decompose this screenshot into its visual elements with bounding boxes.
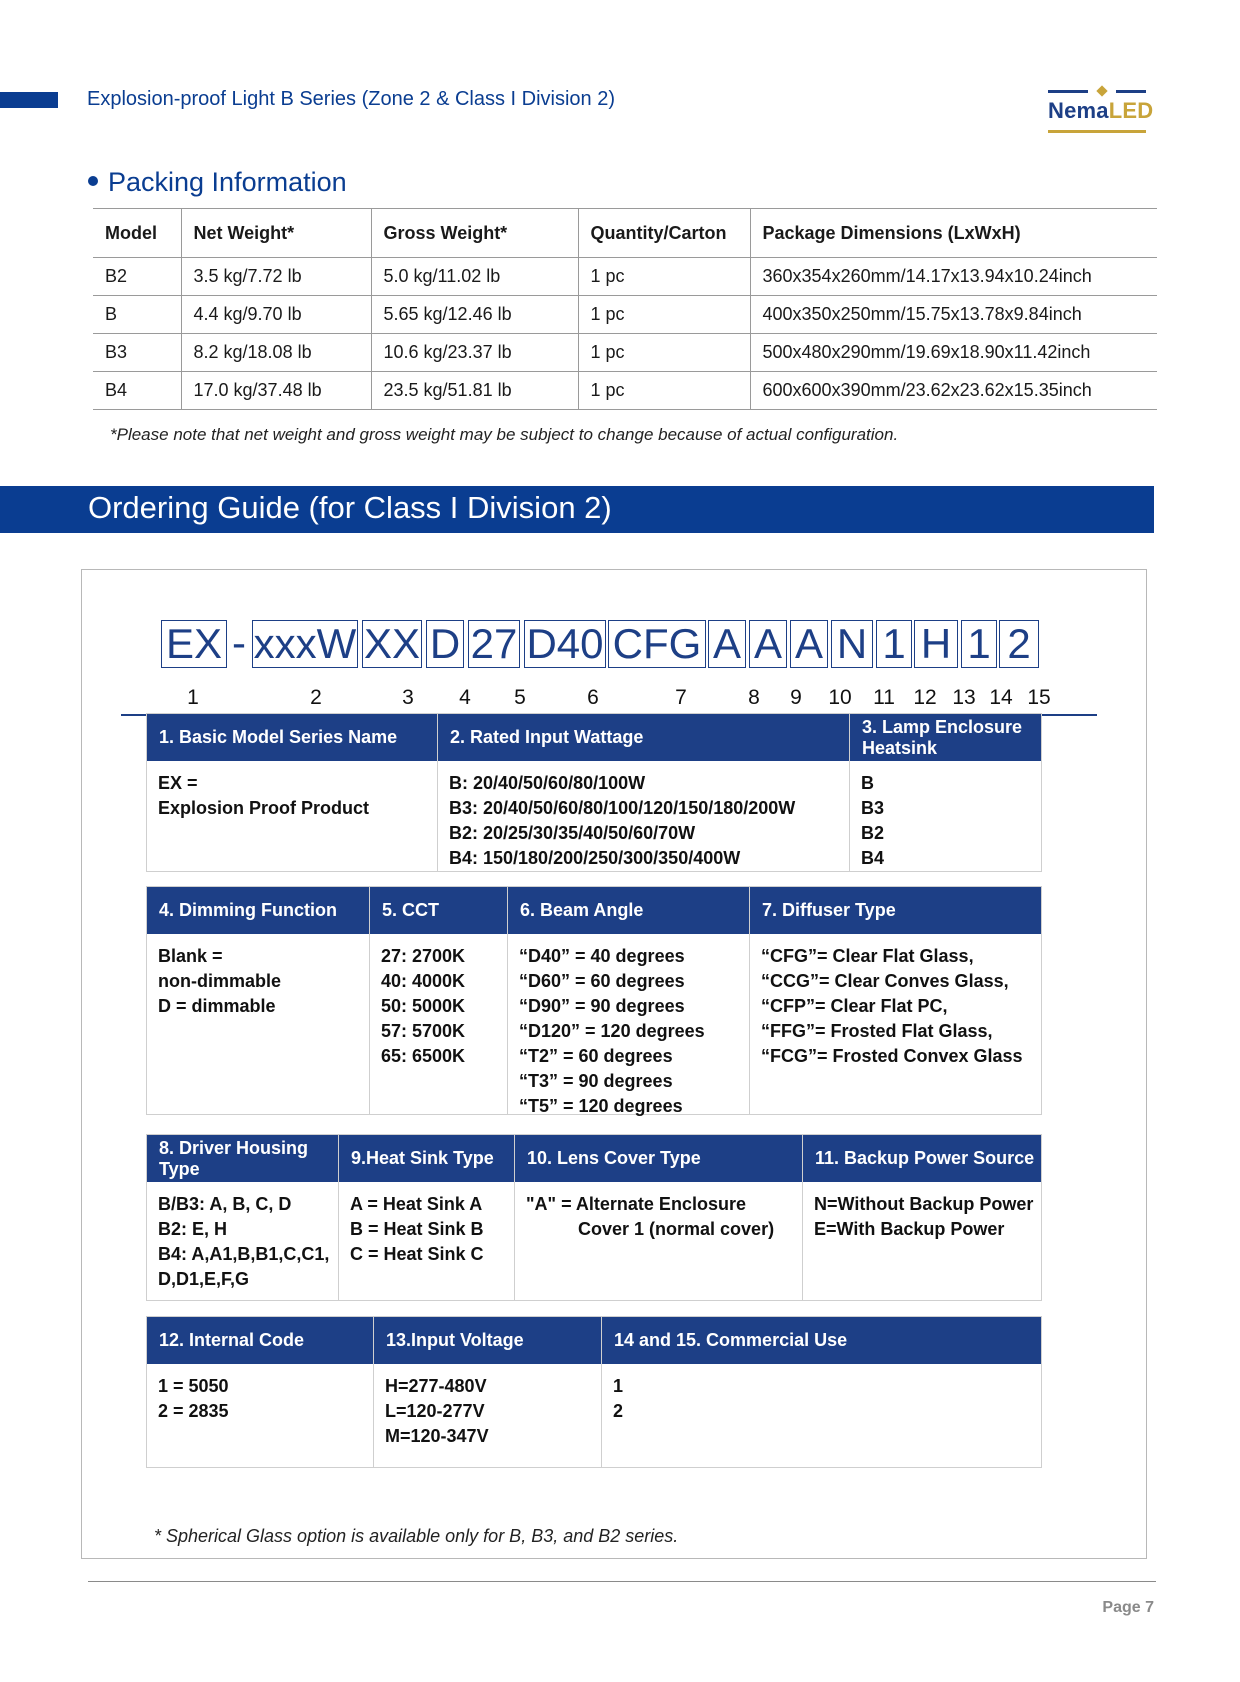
guide-column-body (526, 1192, 796, 1242)
packing-col-header-1: Net Weight* (181, 209, 371, 258)
brand-logo (1042, 82, 1154, 136)
packing-cell: B (93, 296, 181, 334)
packing-cell: 1 pc (578, 258, 750, 296)
packing-table (93, 208, 1157, 410)
guide-option-line: “CCG”= Clear Conves Glass, (761, 971, 1009, 991)
code-position-9: 9 (790, 686, 802, 709)
guide-column (147, 714, 438, 871)
page-number: Page 7 (1102, 1599, 1154, 1616)
code-segment-13: H (914, 620, 958, 668)
guide-option-line: “CFP”= Clear Flat PC, (761, 996, 948, 1016)
packing-cell: 5.65 kg/12.46 lb (371, 296, 578, 334)
guide-column-body (158, 1374, 367, 1424)
guide-option-line: “T5” = 120 degrees (519, 1096, 683, 1116)
guide-option-line: 50: 5000K (381, 996, 466, 1016)
code-segment-11: N (831, 620, 873, 668)
code-position-7: 7 (675, 686, 687, 709)
code-segment-4: D (426, 620, 464, 668)
packing-note: *Please note that net weight and gross weight may be subject to change because of actual configuration. (110, 425, 899, 444)
code-segment-9: A (749, 620, 787, 668)
spherical-glass-note: * Spherical Glass option is available only for B, B3, and B2 series. (154, 1526, 679, 1546)
guide-column-body (449, 771, 843, 871)
guide-option-line: 27: 2700K (381, 946, 466, 966)
guide-option-line: “T2” = 60 degrees (519, 1046, 673, 1066)
table-row (93, 296, 1157, 334)
guide-option-line: “FFG”= Frosted Flat Glass, (761, 1021, 993, 1041)
guide-option-line: 1 = 5050 (158, 1376, 229, 1396)
guide-column (438, 714, 850, 871)
guide-column (750, 887, 1043, 1114)
guide-column-header: 14 and 15. Commercial Use (614, 1330, 848, 1350)
guide-option-line: E=With Backup Power (814, 1219, 1005, 1239)
guide-option-line: B3: 20/40/50/60/80/100/120/150/180/200W (449, 798, 796, 818)
guide-option-line: EX = (158, 773, 198, 793)
guide-option-line: B2: 20/25/30/35/40/50/60/70W (449, 823, 696, 843)
guide-column-body (158, 1192, 332, 1292)
guide-option-line: Explosion Proof Product (158, 798, 370, 818)
table-row (93, 258, 1157, 296)
guide-option-line: “D120” = 120 degrees (519, 1021, 705, 1041)
guide-column-body (385, 1374, 595, 1449)
guide-option-line: “D60” = 60 degrees (519, 971, 685, 991)
logo-wordmark (1048, 98, 1153, 124)
packing-cell: 400x350x250mm/15.75x13.78x9.84inch (750, 296, 1157, 334)
code-position-4: 4 (459, 686, 471, 709)
packing-cell: 5.0 kg/11.02 lb (371, 258, 578, 296)
guide-column (147, 1317, 374, 1467)
guide-column-header: 11. Backup Power Source (815, 1148, 1035, 1168)
footer-divider (88, 1581, 1156, 1582)
guide-option-line: Blank = (158, 946, 223, 966)
logo-text-accent: LED (1108, 98, 1154, 123)
guide-column (370, 887, 508, 1114)
guide-column (374, 1317, 602, 1467)
guide-option-line: 57: 5700K (381, 1021, 466, 1041)
packing-section-title (88, 167, 347, 198)
packing-col-header-0: Model (93, 209, 181, 258)
guide-option-line: Cover 1 (normal cover) (578, 1219, 775, 1239)
code-position-8: 8 (748, 686, 760, 709)
code-position-15: 15 (1027, 686, 1051, 709)
guide-column-header: 13.Input Voltage (386, 1330, 524, 1350)
logo-underline (1048, 130, 1146, 133)
guide-option-line: 2 (613, 1401, 624, 1421)
guide-option-line: 1 (613, 1376, 624, 1396)
guide-table-1 (146, 713, 1042, 872)
guide-column-body (381, 944, 501, 1069)
code-position-5: 5 (514, 686, 526, 709)
guide-column-header: 5. CCT (382, 900, 440, 920)
guide-option-line: "A" = Alternate Enclosure (526, 1194, 746, 1214)
packing-cell: 1 pc (578, 296, 750, 334)
guide-column-body (158, 944, 363, 1019)
guide-column (147, 887, 370, 1114)
guide-column (147, 1135, 339, 1300)
guide-option-line: M=120-347V (385, 1426, 489, 1446)
guide-table-3 (146, 1134, 1042, 1301)
document-title: Explosion-proof Light B Series (Zone 2 & Class I Division 2) (87, 88, 616, 110)
guide-column (508, 887, 750, 1114)
code-position-10: 10 (828, 686, 852, 709)
guide-option-line: C = Heat Sink C (350, 1244, 484, 1264)
guide-column-header: 12. Internal Code (159, 1330, 305, 1350)
guide-option-line: B = Heat Sink B (350, 1219, 484, 1239)
table-row (93, 372, 1157, 410)
guide-column-header: 1. Basic Model Series Name (159, 727, 398, 747)
guide-column-body (519, 944, 743, 1119)
packing-cell: 4.4 kg/9.70 lb (181, 296, 371, 334)
guide-column (339, 1135, 515, 1300)
guide-option-line: “D40” = 40 degrees (519, 946, 685, 966)
packing-table-body (93, 258, 1157, 410)
logo-line-left (1048, 90, 1088, 93)
guide-option-line: L=120-277V (385, 1401, 485, 1421)
guide-option-line: 65: 6500K (381, 1046, 466, 1066)
packing-cell: 8.2 kg/18.08 lb (181, 334, 371, 372)
guide-option-line: B/B3: A, B, C, D (158, 1194, 292, 1214)
guide-option-line: A = Heat Sink A (350, 1194, 483, 1214)
guide-column (803, 1135, 1043, 1300)
packing-cell: B3 (93, 334, 181, 372)
packing-cell: B4 (93, 372, 181, 410)
guide-option-line: B3 (861, 798, 885, 818)
guide-column-body (158, 771, 431, 821)
packing-title-text: Packing Information (108, 167, 347, 197)
code-segment-5: 27 (468, 620, 520, 668)
packing-cell: 23.5 kg/51.81 lb (371, 372, 578, 410)
code-segment-2: xxxW (253, 620, 357, 667)
code-segment-6: D40 (524, 620, 606, 668)
packing-cell: 10.6 kg/23.37 lb (371, 334, 578, 372)
guide-option-line: “FCG”= Frosted Convex Glass (761, 1046, 1023, 1066)
packing-cell: 500x480x290mm/19.69x18.90x11.42inch (750, 334, 1157, 372)
guide-column (515, 1135, 803, 1300)
guide-column (602, 1317, 1043, 1467)
guide-column-header: 3. Lamp Enclosure Heatsink (862, 716, 1023, 758)
guide-option-line: B (861, 773, 874, 793)
code-segment-8: A (708, 620, 746, 668)
guide-column-body (861, 771, 1037, 871)
guide-option-line: B4 (861, 848, 885, 868)
packing-cell: B2 (93, 258, 181, 296)
code-position-11: 11 (873, 686, 895, 709)
guide-table-4 (146, 1316, 1042, 1468)
guide-option-line: B4: 150/180/200/250/300/350/400W (449, 848, 741, 868)
table-row (93, 334, 1157, 372)
guide-column-header: 7. Diffuser Type (762, 900, 896, 920)
code-position-14: 14 (989, 686, 1013, 709)
guide-option-line: 40: 4000K (381, 971, 466, 991)
guide-column-header: 10. Lens Cover Type (527, 1148, 701, 1168)
guide-option-line: B2: E, H (158, 1219, 228, 1239)
code-segment-10: A (790, 620, 828, 668)
bullet-icon (88, 176, 98, 186)
guide-option-line: B: 20/40/50/60/80/100W (449, 773, 646, 793)
guide-column-body (761, 944, 1037, 1069)
code-segment-15: 2 (999, 620, 1039, 668)
code-segment-12: 1 (876, 620, 912, 668)
guide-column-header: 6. Beam Angle (520, 900, 644, 920)
guide-column-header: 2. Rated Input Wattage (450, 727, 644, 747)
packing-col-header-2: Gross Weight* (371, 209, 578, 258)
guide-option-line: “D90” = 90 degrees (519, 996, 685, 1016)
logo-diamond-icon (1096, 85, 1107, 96)
logo-text-main: Nema (1048, 98, 1109, 123)
packing-header-row (93, 209, 1157, 258)
guide-table-2 (146, 886, 1042, 1115)
guide-column-body (814, 1192, 1037, 1242)
code-segment-14: 1 (961, 620, 997, 668)
packing-col-header-3: Quantity/Carton (578, 209, 750, 258)
packing-cell: 600x600x390mm/23.62x23.62x15.35inch (750, 372, 1157, 410)
header-accent-bar (0, 92, 58, 108)
guide-option-line: H=277-480V (385, 1376, 487, 1396)
packing-col-header-4: Package Dimensions (LxWxH) (750, 209, 1157, 258)
packing-cell: 17.0 kg/37.48 lb (181, 372, 371, 410)
code-position-6: 6 (587, 686, 599, 709)
code-segment-3: XX (363, 620, 421, 667)
guide-option-line: “CFG”= Clear Flat Glass, (761, 946, 974, 966)
code-position-1: 1 (187, 686, 199, 709)
guide-option-line: non-dimmable (158, 971, 282, 991)
guide-column-body (613, 1374, 1037, 1424)
logo-line-right (1116, 90, 1146, 93)
packing-cell: 1 pc (578, 372, 750, 410)
packing-cell: 1 pc (578, 334, 750, 372)
ordering-section-title: Ordering Guide (for Class I Division 2) (88, 490, 612, 525)
guide-option-line: 2 = 2835 (158, 1401, 229, 1421)
code-position-12: 12 (913, 686, 937, 709)
guide-column-header: 9.Heat Sink Type (351, 1148, 494, 1168)
guide-option-line: D = dimmable (158, 996, 276, 1016)
code-position-2: 2 (310, 686, 322, 709)
guide-option-line: B4: A,A1,B,B1,C,C1, (158, 1244, 330, 1264)
code-position-13: 13 (952, 686, 976, 709)
guide-option-line: “T3” = 90 degrees (519, 1071, 673, 1091)
guide-option-line: D,D1,E,F,G (158, 1269, 250, 1289)
code-dash: - (232, 619, 246, 666)
packing-cell: 360x354x260mm/14.17x13.94x10.24inch (750, 258, 1157, 296)
guide-column (850, 714, 1043, 871)
guide-column-body (350, 1192, 508, 1267)
packing-cell: 3.5 kg/7.72 lb (181, 258, 371, 296)
code-position-3: 3 (402, 686, 414, 709)
code-segment-7: CFG (608, 620, 706, 668)
guide-column-header: 8. Driver Housing Type (159, 1137, 309, 1179)
guide-column-header: 4. Dimming Function (159, 900, 337, 920)
code-segment-1: EX (161, 620, 227, 668)
guide-option-line: N=Without Backup Power (814, 1194, 1034, 1214)
guide-option-line: B2 (861, 823, 885, 843)
